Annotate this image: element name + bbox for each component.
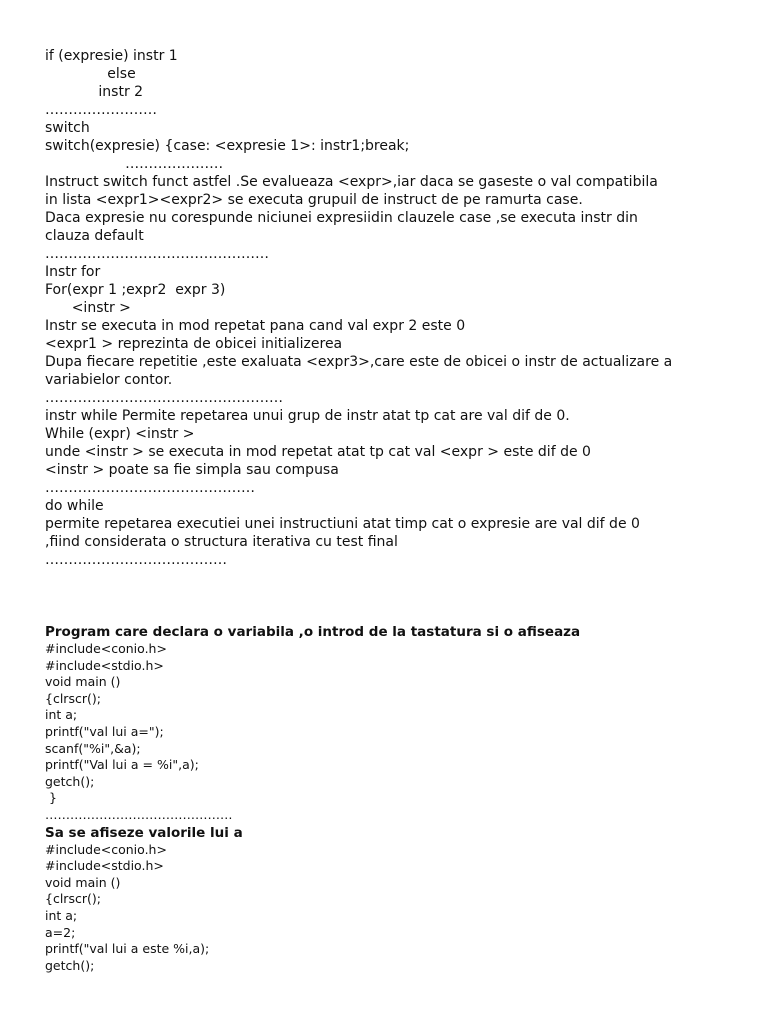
text-line: else [45, 66, 136, 82]
code-line: getch(); [45, 773, 95, 789]
text-line: While (expr) <instr > [45, 426, 195, 442]
text-line: ,fiind considerata o structura iterativa cu test final [45, 534, 398, 550]
code-line: a=2; [45, 924, 76, 940]
text-line: Instr for [45, 264, 101, 280]
program-1-code [45, 641, 745, 824]
text-line: do while [45, 498, 104, 514]
text-line: For(expr 1 ;expr2 expr 3) [45, 282, 226, 298]
code-line: printf("Val lui a = %i",a); [45, 757, 199, 773]
code-line: #include<stdio.h> [45, 858, 164, 874]
text-line: switch [45, 120, 90, 136]
document-page [45, 47, 745, 974]
text-line: variabielor contor. [45, 372, 173, 388]
notes-section [45, 47, 745, 569]
code-line: ……………………………………… [45, 806, 233, 822]
text-line: permite repetarea executiei unei instructiuni atat timp cat o expresie are val dif de 0 [45, 516, 640, 532]
text-line: in lista <expr1><expr2> se executa grupuil de instruct de pe ramurta case. [45, 192, 583, 208]
text-line: instr while Permite repetarea unui grup de instr atat tp cat are val dif de 0. [45, 408, 570, 424]
text-line: ………………… [45, 156, 224, 172]
code-line: printf("val lui a="); [45, 723, 164, 739]
code-line: {clrscr(); [45, 891, 101, 907]
text-line: <instr > [45, 300, 131, 316]
code-line: #include<conio.h> [45, 841, 167, 857]
code-line: } [45, 790, 57, 806]
code-line: #include<conio.h> [45, 641, 167, 656]
text-line: …………………… [45, 102, 157, 118]
text-line: clauza default [45, 228, 144, 244]
code-line: void main () [45, 874, 121, 890]
program-2-heading: Sa se afiseze valorile lui a [45, 824, 243, 841]
text-line: instr 2 [45, 84, 144, 100]
program-2 [45, 824, 745, 975]
program-1-heading: Program care declara o variabila ,o introd de la tastatura si o afiseaza [45, 624, 581, 640]
code-line: scanf("%i",&a); [45, 740, 141, 756]
text-line: ………………………………… [45, 552, 227, 568]
text-line: <expr1 > reprezinta de obicei initializerea [45, 336, 343, 352]
text-line: <instr > poate sa fie simpla sau compusa [45, 462, 339, 478]
text-line: unde <instr > se executa in mod repetat atat tp cat val <expr > este dif de 0 [45, 444, 591, 460]
text-line: if (expresie) instr 1 [45, 48, 178, 64]
text-line: Instruct switch funct astfel .Se evalueaza <expr>,iar daca se gaseste o val compatibila [45, 174, 658, 190]
spacer [45, 569, 745, 623]
program-1 [45, 623, 745, 824]
code-line: getch(); [45, 957, 95, 973]
text-line: Instr se executa in mod repetat pana cand val expr 2 este 0 [45, 318, 466, 334]
code-line: void main () [45, 674, 121, 690]
text-line: switch(expresie) {case: <expresie 1>: instr1;break; [45, 138, 410, 154]
text-line: ………………………………………… [45, 246, 269, 262]
text-line: Daca expresie nu corespunde niciunei expresiidin clauzele case ,se executa instr din [45, 210, 638, 226]
code-line: printf("val lui a este %i,a); [45, 941, 210, 957]
code-line: {clrscr(); [45, 690, 101, 706]
code-line: #include<stdio.h> [45, 657, 164, 673]
code-line: int a; [45, 707, 78, 723]
code-line: int a; [45, 907, 78, 923]
text-line: …………………………………………… [45, 390, 283, 406]
text-line: Dupa fiecare repetitie ,este exaluata <expr3>,care este de obicei o instr de actualizare a [45, 354, 673, 370]
text-line: ……………………………………… [45, 480, 255, 496]
program-2-code [45, 842, 745, 975]
